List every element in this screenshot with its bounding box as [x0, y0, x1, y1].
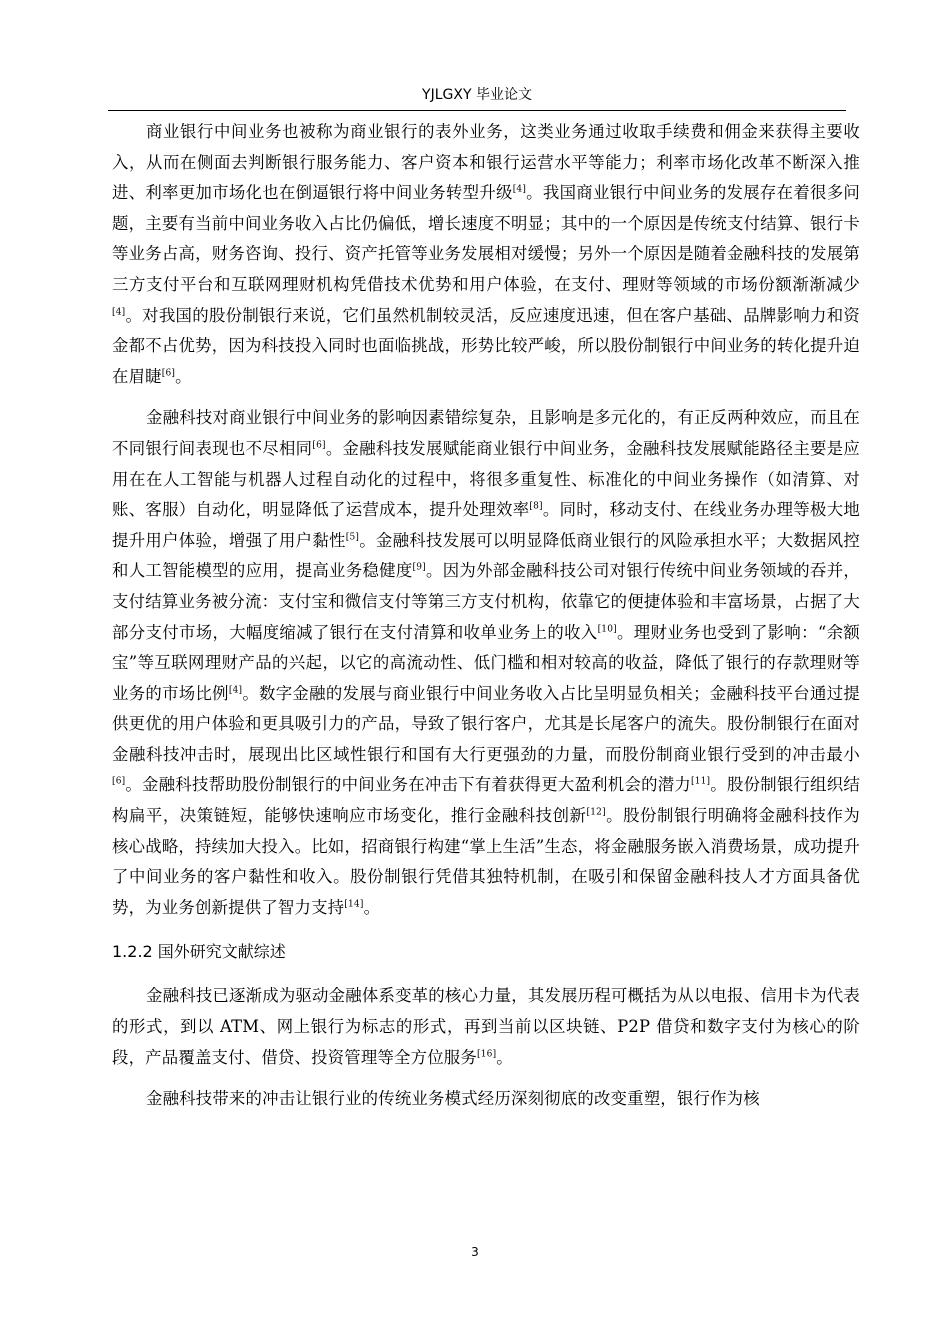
citation: [6]	[161, 368, 176, 379]
paragraph-4	[112, 1084, 860, 1115]
text-run: 。对我国的股份制银行来说，它们虽然机制较灵活，反应速度迅速，但在客户基础、品牌影响力和资金都不占优势，因为科技投入同时也面临挑战，形势比较严峻，所以股份制银行中间业务的转化提升迫在眉睫	[112, 305, 860, 386]
text-run: 。股份制银行明确将金融科技作为核心战略，持续加大投入。比如，招商银行构建“掌上生活”生态，将金融服务嵌入消费场景，成功提升了中间业务的客户黏性和收入。股份制银行凭借其独特机制，在吸引和保留金融科技人才方面具备优势，为业务创新提供了智力支持	[112, 806, 860, 917]
page-number: 3	[471, 1245, 479, 1259]
paragraph-2	[112, 403, 860, 923]
text-run: 。金融科技发展赋能商业银行中间业务，金融科技发展赋能路径主要是应用在在人工智能与机器人过程自动化的过程中，将很多重复性、标准化的中间业务操作（如清算、对账、客服）自动化，明显降低了运营成本，提升处理效率	[112, 438, 860, 520]
citation: [16]	[477, 1049, 497, 1060]
citation: [6]	[312, 440, 326, 451]
text-run: 。	[363, 897, 381, 917]
text-run: 。	[175, 366, 192, 386]
text-run: 。因为外部金融科技公司对银行传统中间业务领域的吞并，支付结算业务被分流：支付宝和微信支付等第三方支付机构，依靠它的便捷体验和丰富场景，占据了大部分支付市场，大幅度缩减了银行在支付清算和收单业务上的收入	[112, 561, 860, 642]
citation: [4]	[228, 685, 243, 696]
citation: [12]	[586, 807, 606, 818]
citation: [8]	[529, 501, 543, 512]
text-run: 。金融科技发展可以明显降低商业银行的风险承担水平；大数据风控和人工智能模型的应用，提高业务稳健度	[112, 530, 860, 581]
citation: [5]	[345, 532, 360, 543]
citation: [9]	[412, 562, 426, 573]
text-run: 。同时，移动支付、在线业务办理等极大地提升用户体验，增强了用户黏性	[112, 500, 860, 550]
citation: [14]	[344, 899, 364, 910]
section-heading: 1.2.2 国外研究文献综述	[112, 942, 286, 962]
text-run: 。	[496, 1047, 513, 1067]
citation: [11]	[690, 777, 711, 787]
paragraph-3	[112, 981, 860, 1073]
citation: [4]	[512, 184, 527, 195]
citation: [4]	[112, 307, 126, 318]
text-run: 金融科技带来的冲击让银行业的传统业务模式经历深刻彻底的改变重塑，银行作为核	[146, 1089, 760, 1109]
paragraph-1	[112, 117, 860, 392]
text-run: 。金融科技帮助股份制银行的中间业务在冲击下有着获得更大盈利机会的潜力	[125, 775, 691, 795]
body-text	[112, 117, 860, 1126]
text-run: 。我国商业银行中间业务的发展存在着很多问题，主要有当前中间业务收入占比仍偏低，增长速度不明显；其中的一个原因是传统支付结算、银行卡等业务占高，财务咨询、投行、资产托管等业务发展相对缓慢；另外一个原因是随着金融科技的发展第三方支付平台和互联网理财机构凭借技术优势和用户体验，在支付、理财等领域的市场份额渐渐减少	[112, 183, 860, 294]
text-run: 商业银行中间业务也被称为商业银行的表外业务，这类业务通过收取手续费和佣金来获得主要收入，从而在侧面去判断银行服务能力、客户资本和银行运营水平等能力；利率市场化改革不断深入推进、利率更加市场化也在倒逼银行将中间业务转型升级	[112, 122, 860, 203]
citation: [10]	[597, 624, 617, 635]
text-run: 金融科技已逐渐成为驱动金融体系变革的核心力量，其发展历程可概括为从以电报、信用卡为代表的形式，到以 ATM、网上银行为标志的形式，再到当前以区块链、P2P 借贷和数字支付为核心的阶段，产品覆盖支付、借贷、投资管理等全方位服务	[112, 986, 860, 1067]
text-run: 。理财业务也受到了影响：“余额宝”等互联网理财产品的兴起，以它的高流动性、低门槛和相对较高的收益，降低了银行的存款理财等业务的市场比例	[112, 622, 860, 703]
header-title: YJLGXY 毕业论文	[422, 87, 532, 103]
text-run: 金融科技对商业银行中间业务的影响因素错综复杂，且影响是多元化的，有正反两种效应，而且在不同银行间表现也不尽相同	[112, 408, 860, 458]
text-run: 。数字金融的发展与商业银行中间业务收入占比呈明显负相关；金融科技平台通过提供更优的用户体验和更具吸引力的产品，导致了银行客户，尤其是长尾客户的流失。股份制银行在面对金融科技冲击时，展现出比区域性银行和国有大行更强劲的力量，而股份制商业银行受到的冲击最小	[112, 683, 860, 764]
citation: [6]	[112, 777, 126, 787]
page-header	[108, 84, 846, 111]
text-run: 。股份制银行组织结构扁平，决策链短，能够快速响应市场变化，推行金融科技创新	[112, 775, 860, 826]
